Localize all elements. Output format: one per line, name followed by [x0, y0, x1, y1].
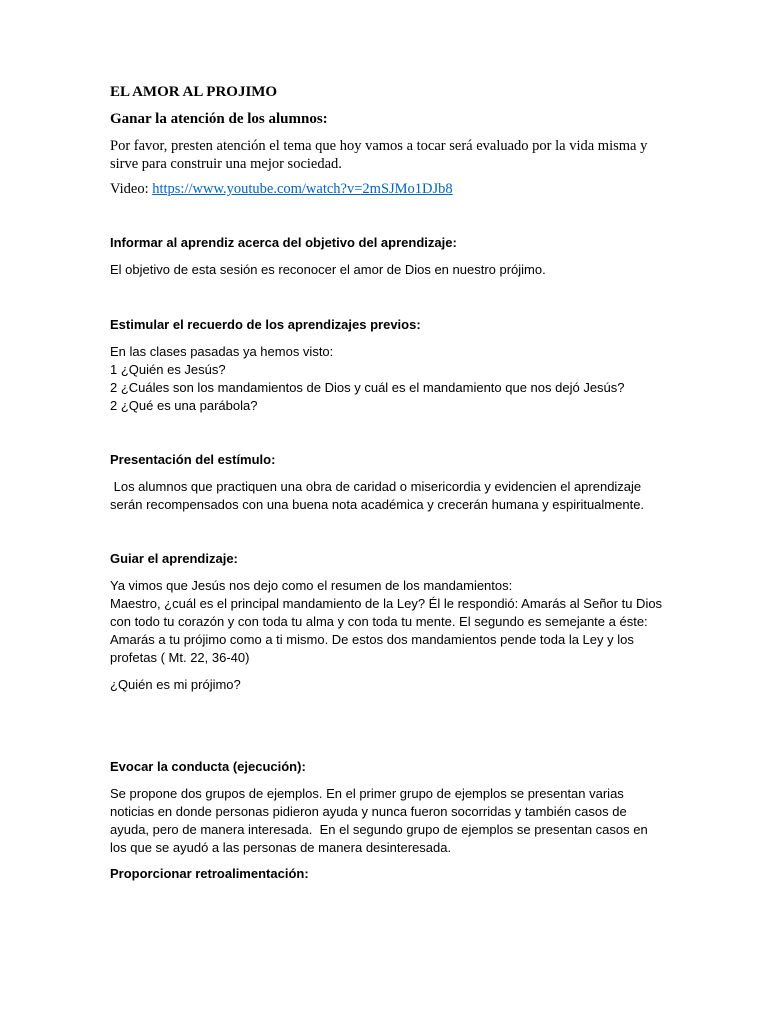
text-line: con todo tu corazón y con toda tu alma y con toda tu mente. El segundo es semejante a éste: [110, 614, 648, 629]
section-text-evocar [110, 785, 658, 857]
video-label: Video: [110, 181, 149, 197]
text-line: Los alumnos que practiquen una obra de caridad o misericordia y evidencien el aprendizaje [110, 479, 642, 494]
section-text-guiar [110, 577, 663, 667]
text-line: En las clases pasadas ya hemos visto: [110, 344, 334, 359]
section-heading-evocar: Evocar la conducta (ejecución): [110, 759, 306, 774]
section-heading-estimulo: Presentación del estímulo: [110, 452, 276, 467]
text-line: sirve para construir una mejor sociedad. [110, 156, 342, 172]
text-line: serán recompensados con una buena nota académica y crecerán humana y espiritualmente. [110, 497, 645, 512]
section-text-objetivo: El objetivo de esta sesión es reconocer el amor de Dios en nuestro prójimo. [110, 262, 546, 277]
video-link[interactable]: https://www.youtube.com/watch?v=2mSJMo1DJb8 [152, 181, 453, 197]
list-item: 2 ¿Cuáles son los mandamientos de Dios y cuál es el mandamiento que nos dejó Jesús? [110, 380, 625, 395]
text-line: Ya vimos que Jesús nos dejo como el resumen de los mandamientos: [110, 578, 513, 593]
section-heading-retroalimentacion: Proporcionar retroalimentación: [110, 866, 309, 881]
text-line: los que se ayudó a las personas de manera desinteresada. [110, 840, 452, 855]
video-line [110, 180, 658, 198]
text-line: Por favor, presten atención el tema que hoy vamos a tocar será evaluado por la vida misma y [110, 138, 648, 154]
section-heading-recuerdo: Estimular el recuerdo de los aprendizajes previos: [110, 317, 421, 332]
text-line: Amarás a tu prójimo como a ti mismo. De estos dos mandamientos pende toda la Ley y los [110, 632, 634, 647]
list-item: 1 ¿Quién es Jesús? [110, 362, 226, 377]
section-text-atencion [110, 137, 658, 173]
section-heading-guiar: Guiar el aprendizaje: [110, 551, 238, 566]
text-line: noticias en donde personas pidieron ayuda y nunca fueron socorridas y también casos de [110, 804, 627, 819]
list-item: 2 ¿Qué es una parábola? [110, 398, 258, 413]
text-line: Maestro, ¿cuál es el principal mandamiento de la Ley? Él le respondió: Amarás al Señor tu Dios [110, 596, 663, 611]
section-text-recuerdo [110, 343, 658, 415]
section-text-estimulo [110, 478, 658, 514]
text-line: Se propone dos grupos de ejemplos. En el primer grupo de ejemplos se presentan varias [110, 786, 624, 801]
section-heading-objetivo: Informar al aprendiz acerca del objetivo del aprendizaje: [110, 235, 457, 250]
text-line: profetas ( Mt. 22, 36-40) [110, 650, 250, 665]
text-line: ayuda, pero de manera interesada. En el segundo grupo de ejemplos se presentan casos en [110, 822, 648, 837]
section-question-guiar: ¿Quién es mi prójimo? [110, 677, 241, 692]
document-title: EL AMOR AL PROJIMO [110, 84, 278, 100]
section-heading-atencion: Ganar la atención de los alumnos: [110, 111, 328, 127]
